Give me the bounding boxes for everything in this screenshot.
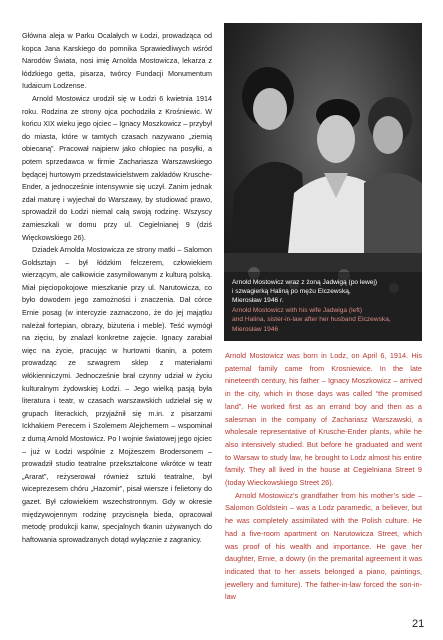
polish-paragraph-1: Główna aleja w Parku Ocalałych w Łodzi, prowadząca od kopca Jana Karskiego do pomnika Sprawiedliwych wśród Narodów Świata, nosi imię Arnolda Mostowicza, lekarza z łódzkiego getta, pisarza, twórcy Fundacji Monumentum Iudaicum Lodzense. bbox=[22, 31, 212, 91]
historical-photo bbox=[224, 23, 422, 341]
caption-english: Arnold Mostowicz with his wife Jadwiga (left) and Halina, sister-in-law after her husband Elczewska, Mierosław 1946 bbox=[232, 306, 391, 333]
english-text-column bbox=[225, 350, 422, 604]
english-paragraph-1: Arnold Mostowicz was born in Lodz, on April 6, 1914. His paternal family came from Krosniewice. In the late nineteenth century, his father – Ignacy Moszkowicz – arrived in the city, which in those days was called “the promised land”. He worked first as an errand boy and then as a salesman in the company of Zachariasz Warszawski, a wholesale representative of Krusche-Ender plants, while he also intensively studied. But before he graduated and went to Warsaw to study law, he brought to Lodz almost his entire family. They all lived in the house at Cegielniana Street 9 (today Wieckowskiego Street 26). bbox=[225, 351, 422, 488]
caption-polish: Arnold Mostowicz wraz z żoną Jadwigą (po lewej) i szwagierką Haliną po mężu Elczewską, Mierosław 1946 r. bbox=[232, 278, 378, 305]
english-paragraph-2: Arnold Mostowicz’s grandfather from his mother’s side – Salomon Goldstein – was a Lodz paramedic, a believer, but he was completely assimilated with the Polish culture. He had a five-room apartment on Narutowicza Street, which was proof of his wealth and importance. He gave her daughter, Ernie, a dowry (in the premarital agreement it was indicated that to her assets belonged a piano, paintings, jewellery and furniture). The father-in-law forced the son-in-law bbox=[225, 490, 422, 602]
polish-paragraph-3: Dziadek Arnolda Mostowicza ze strony matki – Salomon Goldsztajn – był łódzkim felczerem, człowiekiem wierzącym, ale całkowicie zasymilowanym z kulturą polską. Miał pięciopokojowe mieszkanie przy ul. Narutowicza, co było dowodem jego zamożności i znaczenia. Dał córce Ernie posag (w intercyzie zaznaczono, że do jej majątku należał fortepian, obrazy, biżuteria i meble). Teść wymógł na zięciu, by znalazł konkretne zajęcie. Ignacy zarabiał więc na życie, pracując w hurtowni tkanin, a potem prowadząc ze szwagrem sklep z materiałami włókienniczymi. Jednocześnie brał czynny udział w życiu kulturalnym żydowskiej Łodzi. – Jego wielką pasją była literatura i teatr, w czasach warszawskich udzielał się w grupach literackich, przyjaźnił się m.in. z pisarzami Ickhakiem Perecem i Szolemem Alejchemem – wspominał z dumą Arnold Mostowicz. Po I wojnie światowej jego ojciec – już w Łodzi wspólnie z Mojżeszem Brodersonem – prowadził studio teatralne przekształcone wkrótce w teatr „Ararat”, reżyserował również sztuki teatralne, był wiceprezesem chóru „Hazomir”, pisał wiersze i felietony do gazet. Był człowiekiem wszechstronnym. Gdy w okresie międzywojennym rodzinę przycisnęła bieda, opracował metodę produkcji kanw, specjalnych tkanin używanych do haftowania sprowadzanych dotąd wyłącznie z zagranicy. bbox=[22, 245, 212, 544]
photo-caption bbox=[224, 272, 422, 341]
polish-paragraph-2: Arnold Mostowicz urodził się w Łodzi 6 kwietnia 1914 roku. Rodzina ze strony ojca pochodziła z Krośniewic. W końcu XIX wieku jego ojciec – Ignacy Moszkowicz – przybył do miasta, które w tamtych czasach nazywano „ziemią obiecaną”. Pracował najpierw jako chłopiec na posyłki, a potem sprzedawca w firmie Zachariasza Warszawskiego będącej hurtowym przedstawicielstwem zakładów Krusche-Ender, a jednocześnie intensywnie się uczył. Zanim jednak zdał maturę i wyjechał do Warszawy, by studiować prawo, sprowadził do Łodzi niemal całą swoją rodzinę. Wszyscy zamieszkali w domu przy ul. Cegielnianej 9 (dziś Więckowskiego 26). bbox=[22, 93, 212, 242]
polish-text-column bbox=[22, 30, 212, 546]
page-number: 21 bbox=[412, 618, 425, 630]
